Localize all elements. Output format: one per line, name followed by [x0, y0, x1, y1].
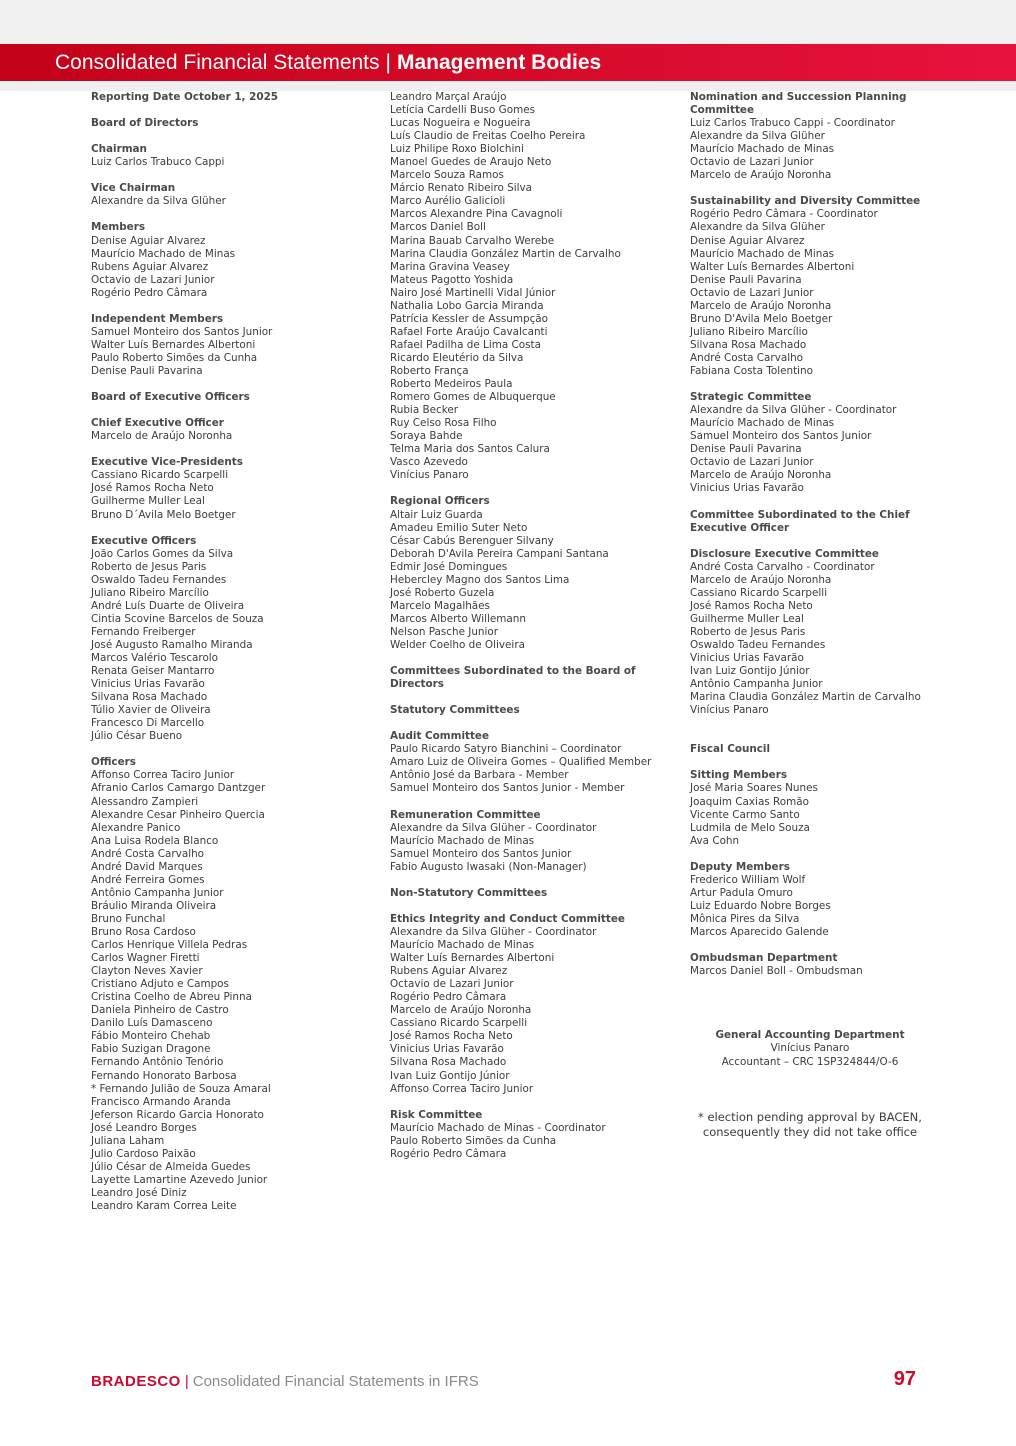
section: [390, 1109, 680, 1161]
member-name: Marcos Valério Tescarolo: [91, 652, 219, 665]
member-name: Cristina Coelho de Abreu Pinna: [91, 991, 252, 1004]
page-header-banner: [0, 44, 1016, 81]
member-name: Luís Claudio de Freitas Coelho Pereira: [390, 130, 586, 143]
member-name: Silvana Rosa Machado: [91, 691, 208, 704]
member-name: César Cabús Berenguer Silvany: [390, 534, 554, 547]
member-name: Alexandre da Silva Glüher: [91, 195, 226, 208]
member-name: Alexandre da Silva Glüher - Coordinator: [390, 821, 597, 834]
member-name: Guilherme Muller Leal: [690, 612, 804, 625]
member-name: Patrícia Kessler de Assumpção: [390, 312, 549, 325]
member-name: Fernando Antônio Tenório: [91, 1056, 224, 1069]
section: [690, 861, 935, 939]
section: [91, 117, 376, 130]
member-name: José Ramos Rocha Neto: [91, 482, 214, 495]
section-heading: Independent Members: [91, 312, 224, 325]
section-heading: Officers: [91, 756, 136, 769]
section: [690, 91, 935, 182]
header-title-regular: Consolidated Financial Statements: [55, 51, 380, 74]
member-name: Rubens Aguiar Alvarez: [91, 260, 209, 273]
member-name: Artur Padula Omuro: [690, 886, 793, 899]
section: [390, 495, 680, 652]
member-name: Rafael Padilha de Lima Costa: [390, 338, 541, 351]
member-name: Alexandre da Silva Glüher - Coordinator: [690, 404, 897, 417]
header-underbar: [0, 81, 1016, 91]
member-name: Júlio César de Almeida Guedes: [91, 1160, 251, 1173]
member-name: Danilo Luís Damasceno: [91, 1017, 213, 1030]
section: [390, 913, 680, 1096]
member-name: Deborah D'Avila Pereira Campani Santana: [390, 547, 609, 560]
member-name: Manoel Guedes de Araujo Neto: [390, 156, 552, 169]
member-name: Marcos Alexandre Pina Cavagnoli: [390, 208, 563, 221]
member-name: Octavio de Lazari Junior: [690, 156, 814, 169]
member-name: Marina Gravina Veasey: [390, 260, 510, 273]
member-name: Bruno D'Avila Melo Boetger: [690, 312, 833, 325]
section: [690, 195, 935, 378]
member-name: Maurício Machado de Minas: [390, 834, 535, 847]
member-name: Octavio de Lazari Junior: [390, 978, 514, 991]
section-heading: Statutory Committees: [390, 704, 520, 717]
member-name: Maurício Machado de Minas: [690, 247, 835, 260]
member-name: Francesco Di Marcello: [91, 717, 205, 730]
member-name: Amadeu Emilio Suter Neto: [390, 521, 528, 534]
accounting-signature-block: [690, 1029, 930, 1069]
member-name: Afranio Carlos Camargo Dantzger: [91, 782, 266, 795]
section: [690, 509, 935, 535]
member-name: Rogério Pedro Câmara: [390, 1147, 507, 1160]
member-name: Cassiano Ricardo Scarpelli: [91, 469, 229, 482]
section-heading: Audit Committee: [390, 730, 490, 743]
member-name: Denise Pauli Pavarina: [91, 364, 203, 377]
member-name: Denise Aguiar Alvarez: [690, 234, 805, 247]
member-name: Affonso Correa Taciro Junior: [390, 1082, 534, 1095]
member-name: Rogério Pedro Câmara - Coordinator: [690, 208, 878, 221]
section-heading: Executive Vice-Presidents: [91, 456, 243, 469]
member-name: Hebercley Magno dos Santos Lima: [390, 573, 570, 586]
member-name: Joaquim Caxias Romão: [690, 795, 809, 808]
member-name: Affonso Correa Taciro Junior: [91, 769, 235, 782]
member-name: Vinícius Panaro: [690, 704, 769, 717]
section-heading: Committees Subordinated to the Board of Directors: [390, 665, 636, 691]
member-name: Telma Maria dos Santos Calura: [390, 443, 550, 456]
member-name: Marcelo Souza Ramos: [390, 169, 504, 182]
section: [390, 91, 680, 482]
member-name: Nathalia Lobo Garcia Miranda: [390, 299, 544, 312]
section: [91, 756, 376, 1213]
member-name: Oswaldo Tadeu Fernandes: [91, 573, 227, 586]
section: [91, 182, 376, 208]
member-name: Rubens Aguiar Alvarez: [390, 965, 508, 978]
member-name: Fabio Suzigan Dragone: [91, 1043, 211, 1056]
member-name: Guilherme Muller Leal: [91, 495, 205, 508]
member-name: Maurício Machado de Minas - Coordinator: [390, 1121, 606, 1134]
section-heading: Sitting Members: [690, 769, 788, 782]
member-name: Alexandre da Silva Glüher: [690, 130, 825, 143]
member-name: José Maria Soares Nunes: [690, 782, 818, 795]
member-name: Rafael Forte Araújo Cavalcanti: [390, 325, 548, 338]
member-name: Marcelo de Araújo Noronha: [690, 469, 832, 482]
member-name: Roberto de Jesus Paris: [91, 560, 207, 573]
member-name: Francisco Armando Aranda: [91, 1095, 231, 1108]
accountant-name: Vinícius Panaro: [770, 1042, 850, 1055]
member-name: Marina Claudia González Martin de Carvalho: [390, 247, 621, 260]
section-heading: Committee Subordinated to the Chief Executive Officer: [690, 508, 910, 534]
member-name: Paulo Roberto Simões da Cunha: [91, 351, 258, 364]
section-heading: Executive Officers: [91, 534, 197, 547]
member-name: Antônio José da Barbara - Member: [390, 769, 569, 782]
member-name: André Costa Carvalho: [91, 847, 205, 860]
section-heading: Ethics Integrity and Conduct Committee: [390, 912, 625, 925]
member-name: Mateus Pagotto Yoshida: [390, 273, 514, 286]
member-name: Walter Luís Bernardes Albertoni: [390, 952, 555, 965]
member-name: Cassiano Ricardo Scarpelli: [390, 1017, 528, 1030]
member-name: Oswaldo Tadeu Fernandes: [690, 638, 826, 651]
member-name: Denise Pauli Pavarina: [690, 443, 802, 456]
section: [91, 456, 376, 521]
member-name: Lucas Nogueira e Nogueira: [390, 117, 531, 130]
member-name: Marina Bauab Carvalho Werebe: [390, 234, 555, 247]
member-name: Marcelo Magalhães: [390, 599, 490, 612]
member-name: Alessandro Zampieri: [91, 795, 199, 808]
section-heading: Vice Chairman: [91, 182, 176, 195]
top-margin-bar: [0, 0, 1016, 44]
section-heading: Deputy Members: [690, 860, 790, 873]
member-name: Samuel Monteiro dos Santos Junior: [690, 430, 872, 443]
member-name: Ruy Celso Rosa Filho: [390, 417, 497, 430]
member-name: Bráulio Miranda Oliveira: [91, 899, 217, 912]
accounting-heading: General Accounting Department: [715, 1029, 905, 1041]
member-name: Ivan Luiz Gontijo Júnior: [390, 1069, 510, 1082]
member-name: Leandro Karam Correa Leite: [91, 1199, 237, 1212]
section-heading: Board of Executive Officers: [91, 391, 250, 404]
member-name: Luiz Eduardo Nobre Borges: [690, 899, 831, 912]
section: [91, 221, 376, 299]
member-name: Marcos Aparecido Galende: [690, 926, 829, 938]
member-name: Marcelo de Araújo Noronha: [690, 169, 832, 182]
member-name: Ana Luisa Rodela Blanco: [91, 834, 219, 847]
member-name: Fábio Monteiro Chehab: [91, 1030, 211, 1043]
member-name: Layette Lamartine Azevedo Junior: [91, 1173, 268, 1186]
member-name: Vicente Carmo Santo: [690, 808, 800, 821]
member-name: Marcelo de Araújo Noronha: [91, 430, 233, 443]
member-name: Roberto França: [390, 364, 469, 377]
member-name: Letícia Cardelli Buso Gomes: [390, 104, 536, 117]
member-name: Samuel Monteiro dos Santos Junior: [91, 325, 273, 338]
section: [690, 952, 935, 978]
member-name: Alexandre Cesar Pinheiro Quercia: [91, 808, 265, 821]
member-name: Roberto Medeiros Paula: [390, 378, 513, 391]
member-name: Samuel Monteiro dos Santos Junior - Member: [390, 782, 625, 795]
section-heading: Sustainability and Diversity Committee: [690, 195, 921, 208]
member-name: Samuel Monteiro dos Santos Junior: [390, 847, 572, 860]
member-name: Walter Luís Bernardes Albertoni: [91, 338, 256, 351]
member-name: Luiz Philipe Roxo Biolchini: [390, 143, 524, 156]
section-heading: Non-Statutory Committees: [390, 886, 548, 899]
member-name: Marcelo de Araújo Noronha: [690, 573, 832, 586]
member-name: Maurício Machado de Minas: [390, 939, 535, 952]
member-name: Luiz Carlos Trabuco Cappi - Coordinator: [690, 117, 895, 130]
member-name: Júlio César Bueno: [91, 730, 183, 743]
member-name: Daniela Pinheiro de Castro: [91, 1004, 229, 1017]
section-heading: Fiscal Council: [690, 743, 771, 756]
member-name: Cintia Scovine Barcelos de Souza: [91, 612, 264, 625]
member-name: Marco Aurélio Galicioli: [390, 195, 506, 208]
member-name: André David Marques: [91, 860, 203, 873]
section: [91, 391, 376, 404]
member-name: Denise Aguiar Alvarez: [91, 234, 206, 247]
member-name: Bruno Rosa Cardoso: [91, 926, 196, 938]
member-name: Maurício Machado de Minas: [91, 247, 236, 260]
section: [390, 704, 680, 717]
member-name: Romero Gomes de Albuquerque: [390, 391, 556, 404]
member-name: André Costa Carvalho: [690, 351, 804, 364]
member-name: Vinicius Urias Favarão: [690, 652, 804, 665]
member-name: Maurício Machado de Minas: [690, 143, 835, 156]
section-heading: Reporting Date October 1, 2025: [91, 91, 279, 103]
member-name: Paulo Roberto Simões da Cunha: [390, 1134, 557, 1147]
member-name: Marcos Daniel Boll: [390, 221, 486, 234]
member-name: Marina Claudia González Martin de Carvalho: [690, 691, 921, 704]
header-title-bold: Management Bodies: [396, 51, 602, 74]
footer-subtitle: Consolidated Financial Statements in IFRS: [192, 1373, 479, 1390]
member-name: Fernando Freiberger: [91, 625, 196, 638]
section: [690, 391, 935, 495]
section: [390, 809, 680, 874]
member-name: Vinícius Panaro: [390, 469, 469, 482]
accountant-role: Accountant – CRC 1SP324844/O-6: [721, 1055, 899, 1068]
member-name: Leandro Marçal Araújo: [390, 91, 507, 103]
member-name: Paulo Ricardo Satyro Bianchini – Coordinator: [390, 743, 622, 756]
member-name: Marcos Alberto Willemann: [390, 612, 526, 625]
member-name: Rogério Pedro Câmara: [91, 286, 208, 299]
footer-separator: |: [184, 1373, 189, 1390]
member-name: Ricardo Eleutério da Silva: [390, 351, 524, 364]
page-number: 97: [893, 1368, 916, 1390]
member-name: João Carlos Gomes da Silva: [91, 547, 234, 560]
member-name: Maurício Machado de Minas: [690, 417, 835, 430]
member-name: Mônica Pires da Silva: [690, 912, 800, 925]
member-name: Edmir José Domingues: [390, 560, 508, 573]
member-name: Ivan Luiz Gontijo Júnior: [690, 665, 810, 678]
section: [390, 730, 680, 795]
member-name: Bruno D´Avila Melo Boetger: [91, 508, 236, 521]
section-heading: Members: [91, 221, 146, 234]
member-name: Leandro José Diniz: [91, 1186, 187, 1199]
section: [390, 887, 680, 900]
section-heading: Regional Officers: [390, 495, 490, 508]
member-name: José Roberto Guzela: [390, 586, 495, 599]
member-name: Fernando Honorato Barbosa: [91, 1069, 237, 1082]
member-name: Octavio de Lazari Junior: [91, 273, 215, 286]
member-name: Roberto de Jesus Paris: [690, 625, 806, 638]
column-3: [690, 91, 935, 991]
member-name: * Fernando Julião de Souza Amaral: [91, 1082, 271, 1095]
member-name: Welder Coelho de Oliveira: [390, 638, 525, 651]
page-footer: [91, 1372, 479, 1392]
section: [91, 143, 376, 169]
member-name: Antônio Campanha Junior: [91, 886, 224, 899]
section: [690, 769, 935, 847]
section: [91, 91, 376, 104]
member-name: Rubia Becker: [390, 404, 459, 417]
member-name: Vinicius Urias Favarão: [390, 1043, 504, 1056]
member-name: Juliana Laham: [91, 1134, 165, 1147]
member-name: Soraya Bahde: [390, 430, 463, 443]
member-name: Túlio Xavier de Oliveira: [91, 704, 211, 717]
section: [91, 417, 376, 443]
member-name: Bruno Funchal: [91, 912, 166, 925]
section: [690, 743, 935, 756]
section: [390, 665, 680, 691]
member-name: Denise Pauli Pavarina: [690, 273, 802, 286]
member-name: Ava Cohn: [690, 834, 740, 847]
member-name: Silvana Rosa Machado: [690, 338, 807, 351]
member-name: Marcelo de Araújo Noronha: [690, 299, 832, 312]
member-name: Carlos Wagner Firetti: [91, 952, 200, 965]
member-name: Luiz Carlos Trabuco Cappi: [91, 156, 225, 169]
member-name: Vasco Azevedo: [390, 456, 468, 469]
column-1: [91, 91, 376, 1226]
member-name: Alexandre Panico: [91, 821, 181, 834]
member-name: Octavio de Lazari Junior: [690, 286, 814, 299]
election-footnote: * election pending approval by BACEN, consequently they did not take office: [698, 1110, 922, 1139]
member-name: Frederico William Wolf: [690, 873, 806, 886]
member-name: Vinicius Urias Favarão: [91, 678, 205, 691]
section-heading: Disclosure Executive Committee: [690, 547, 879, 560]
section: [690, 548, 935, 718]
section-heading: Chief Executive Officer: [91, 417, 224, 430]
member-name: Renata Geiser Mantarro: [91, 665, 215, 678]
member-name: Antônio Campanha Junior: [690, 678, 823, 691]
section-heading: Nomination and Succession Planning Committee: [690, 91, 907, 117]
member-name: Silvana Rosa Machado: [390, 1056, 507, 1069]
member-name: Juliano Ribeiro Marcílio: [690, 325, 808, 338]
member-name: Cassiano Ricardo Scarpelli: [690, 586, 828, 599]
member-name: Juliano Ribeiro Marcílio: [91, 586, 209, 599]
member-name: André Ferreira Gomes: [91, 873, 205, 886]
member-name: Nairo José Martinelli Vidal Júnior: [390, 286, 556, 299]
member-name: José Augusto Ramalho Miranda: [91, 638, 253, 651]
section-heading: Strategic Committee: [690, 391, 812, 404]
member-name: Jeferson Ricardo Garcia Honorato: [91, 1108, 264, 1121]
member-name: André Costa Carvalho - Coordinator: [690, 560, 875, 573]
member-name: José Ramos Rocha Neto: [690, 599, 813, 612]
section-heading: Remuneration Committee: [390, 808, 541, 821]
member-name: Márcio Renato Ribeiro Silva: [390, 182, 533, 195]
member-name: Rogério Pedro Câmara: [390, 991, 507, 1004]
section: [91, 313, 376, 378]
member-name: Julio Cardoso Paixão: [91, 1147, 196, 1160]
header-separator: |: [385, 51, 391, 74]
member-name: Marcos Daniel Boll - Ombudsman: [690, 965, 863, 978]
member-name: Altair Luiz Guarda: [390, 508, 483, 521]
member-name: José Ramos Rocha Neto: [390, 1030, 513, 1043]
member-name: Marcelo de Araújo Noronha: [390, 1004, 532, 1017]
member-name: Walter Luís Bernardes Albertoni: [690, 260, 855, 273]
section-heading: Ombudsman Department: [690, 952, 838, 965]
member-name: José Leandro Borges: [91, 1121, 197, 1134]
member-name: Vinicius Urias Favarão: [690, 482, 804, 495]
section-heading: Board of Directors: [91, 117, 199, 130]
member-name: Nelson Pasche Junior: [390, 625, 499, 638]
member-name: Alexandre da Silva Glüher - Coordinator: [390, 926, 597, 938]
member-name: Octavio de Lazari Junior: [690, 456, 814, 469]
footer-brand: BRADESCO: [91, 1373, 181, 1390]
member-name: Fabio Augusto Iwasaki (Non-Manager): [390, 860, 587, 873]
section-heading: Risk Committee: [390, 1108, 483, 1121]
member-name: Clayton Neves Xavier: [91, 965, 203, 978]
column-2: [390, 91, 680, 1174]
section-heading: Chairman: [91, 143, 147, 156]
member-name: Fabiana Costa Tolentino: [690, 364, 813, 377]
member-name: Alexandre da Silva Glüher: [690, 221, 825, 234]
member-name: Amaro Luiz de Oliveira Gomes – Qualified Member: [390, 756, 652, 769]
member-name: Ludmila de Melo Souza: [690, 821, 810, 834]
section: [91, 535, 376, 744]
member-name: Cristiano Adjuto e Campos: [91, 978, 229, 991]
member-name: André Luís Duarte de Oliveira: [91, 599, 245, 612]
member-name: Carlos Henrique Villela Pedras: [91, 939, 248, 952]
